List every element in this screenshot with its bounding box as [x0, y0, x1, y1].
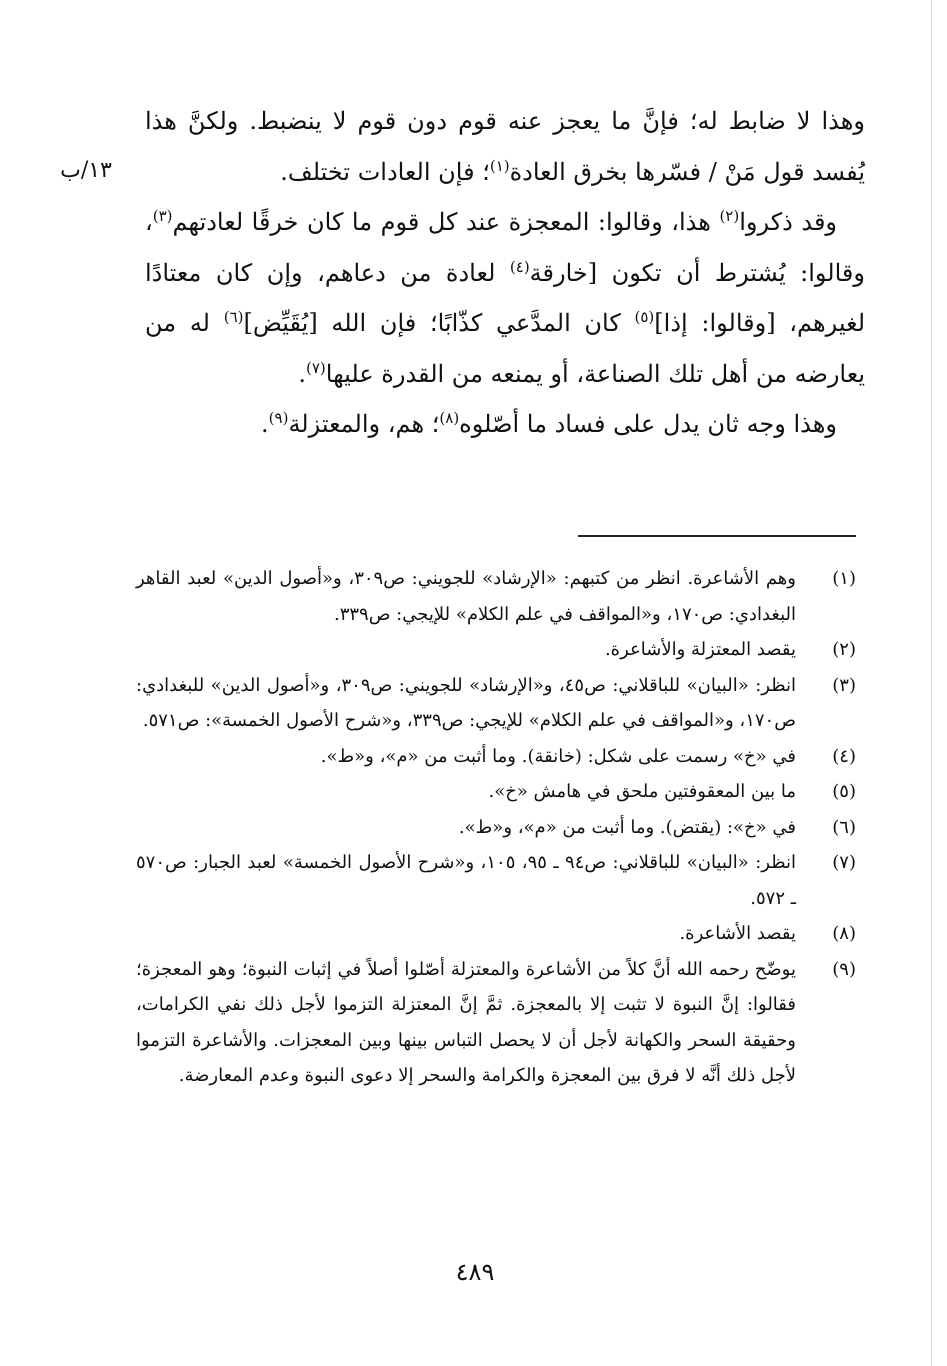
body-text-segment: وهذا لا ضابط له؛ فإنَّ ما يعجز عنه قوم دون قوم لا ينضبط. ولكنَّ هذا يُفسد قول مَنْ / فسّرها بخرق العادة: [145, 107, 865, 186]
footnote-text: انظر: «البيان» للباقلاني: ص٩٤ ـ ٩٥، ١٠٥، و«شرح الأصول الخمسة» لعبد الجبار: ص٥٧٠ ـ ٥٧٢.: [136, 852, 796, 909]
footnote-reference: (٧): [306, 358, 326, 377]
body-text-segment: لعادة من دعاهم، وإن كان معتادًا لغيرهم، [وقالوا: إذا]: [145, 258, 866, 337]
footnote-reference: (١): [489, 156, 510, 175]
footnote: [136, 739, 856, 775]
footnote-reference: (٥): [634, 308, 655, 326]
footnote-text: وهم الأشاعرة. انظر من كتبهم: «الإرشاد» للجويني: ص٣٠٩، و«أصول الدين» لعبد القاهر البغدادي: ص١٧٠، و«المواقف في علم الكلام» للإيجي: ص٣٣٩.: [136, 568, 796, 625]
footnote-reference: (٨): [439, 409, 460, 427]
body-paragraph: [145, 197, 865, 399]
footnote-number: (٤): [832, 745, 856, 767]
footnote: [136, 632, 856, 668]
body-text-segment: كان المدَّعي كذّابًا؛ فإن الله [يُقَيِّض]: [243, 309, 635, 337]
footnote-text: يوضّح رحمه الله أنَّ كلاً من الأشاعرة والمعتزلة أصّلوا أصلاً في إثبات النبوة؛ وهو المعجزة؛ فقالوا: إنَّ النبوة لا تثبت إلا بالمعجزة. ثمَّ إنَّ المعتزلة التزموا لأجل ذلك نفي الكرامات، وحقيقة السحر والكهانة لأجل أن لا يحصل التباس بينها وبين المعجزات. والأشاعرة التزموا لأجل ذلك أنَّه لا فرق بين المعجزة والكرامة والسحر إلا دعوى النبوة وعدم المعارضة.: [136, 958, 796, 1086]
footnote-reference: (٤): [509, 257, 530, 276]
footnote-text: انظر: «البيان» للباقلاني: ص٤٥، و«الإرشاد» للجويني: ص٣٠٩، و«أصول الدين» للبغدادي: ص١٧٠، و«المواقف في علم الكلام» للإيجي: ص٣٣٩، و«شرح الأصول الخمسة»: ص٥٧١.: [136, 674, 796, 731]
footnote: [136, 561, 856, 632]
footnotes-section: [136, 561, 856, 1094]
body-text-segment: ؛ فإن العادات تختلف.: [280, 157, 490, 186]
footnote: [136, 668, 856, 739]
footnote-text: ما بين المعقوفتين ملحق في هامش «خ».: [488, 781, 796, 802]
footnote-number: (٦): [832, 816, 856, 838]
body-text-segment: وقد ذكروا: [739, 208, 838, 236]
main-text: [145, 96, 865, 450]
body-text-segment: له من يعارضه من أهل تلك الصناعة، أو يمنعه من القدرة عليها: [145, 309, 865, 388]
footnote-number: (٢): [832, 639, 856, 660]
footnote-reference: (٣): [152, 207, 173, 225]
page-number: ٤٨٩: [455, 1258, 495, 1286]
footnote-text: يقصد المعتزلة والأشاعرة.: [604, 639, 796, 660]
body-text-segment: .: [298, 359, 306, 388]
footnote: [136, 845, 856, 916]
body-paragraph: [145, 399, 865, 450]
body-text-segment: ، وقالوا: يُشترط أن تكون [خارقة: [145, 208, 865, 287]
footnote-separator: [578, 535, 856, 537]
footnote: [136, 774, 856, 810]
footnote-text: في «خ»: (يقتض). وما أثبت من «م»، و«ط».: [458, 816, 796, 838]
footnote: [136, 952, 856, 1094]
footnote: [136, 810, 856, 846]
footnote-number: (٣): [832, 674, 856, 696]
footnote-number: (٧): [832, 852, 856, 873]
footnote: [136, 916, 856, 952]
footnote-number: (١): [832, 568, 856, 589]
footnote-number: (٨): [832, 923, 856, 944]
body-text-segment: هذا، وقالوا: المعجزة عند كل قوم ما كان خرقًا لعادتهم: [172, 208, 720, 236]
body-text-segment: .: [261, 410, 269, 438]
footnote-number: (٥): [832, 781, 856, 802]
footnote-number: (٩): [832, 958, 856, 980]
body-text-segment: ؛ هم، والمعتزلة: [288, 410, 440, 438]
footnote-text: في «خ» رسمت على شكل: (خانقة). وما أثبت من «م»، و«ط».: [320, 745, 796, 767]
page-edge-line: [931, 0, 932, 1366]
manuscript-folio-marker: ١٣/ب: [60, 158, 112, 183]
body-text-segment: وهذا وجه ثان يدل على فساد ما أصّلوه: [459, 410, 837, 438]
footnote-text: يقصد الأشاعرة.: [679, 923, 796, 944]
footnote-reference: (٦): [223, 308, 244, 326]
body-paragraph: [145, 96, 865, 197]
footnote-reference: (٩): [268, 409, 289, 427]
footnote-reference: (٢): [719, 207, 740, 225]
